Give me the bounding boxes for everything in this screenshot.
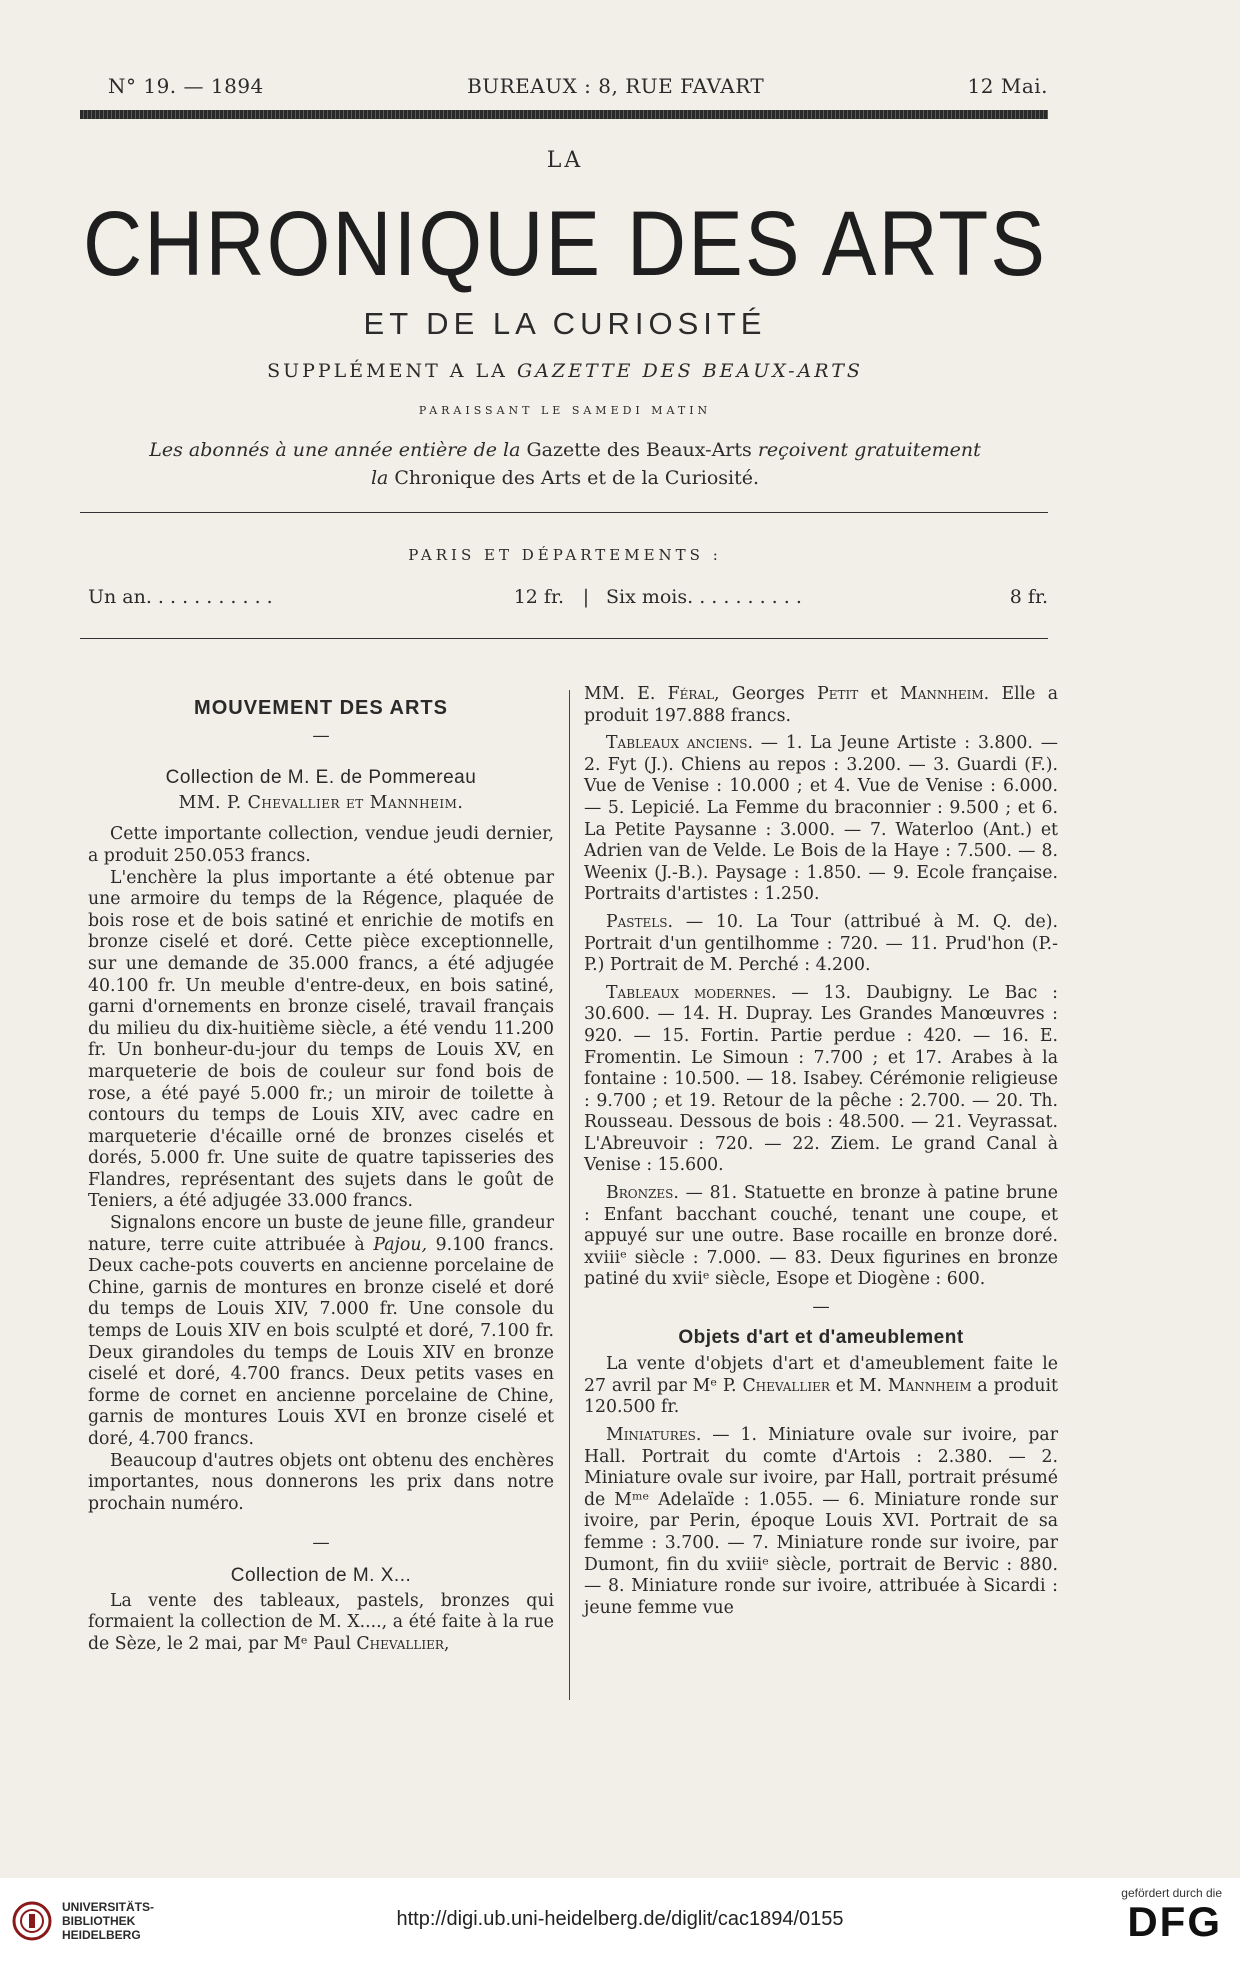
masthead-article: LA <box>546 148 584 173</box>
separator-dash: — <box>312 1533 330 1554</box>
section-subtitle: Objets d'art et d'ameublement <box>678 1326 964 1348</box>
artist-name: Pajou, <box>373 1234 427 1255</box>
page-header <box>108 74 1048 98</box>
text-run: — 1. La Jeune Artiste : 3.800. — 2. Fyt (J.). Chiens au repos : 3.200. — 3. Guardi (F.). Vue de Venise : 10.000 ; et 4. Vue de Venise : 6.000. — 5. Lepicié. La Femme du braconnier : 9.500 ; et 6. La Petite Paysanne : 3.000. — 7. Waterloo (Ant.) et Adrien van de Velde. Le Bois de la Haye : 7.500. — 8. Weenix (J.-B.). Paysage : 1.850. — 9. Ecole française. Portraits d'artistes : 1.250. <box>584 733 1059 905</box>
subscription-heading: PARIS ET DÉPARTEMENTS : <box>408 546 722 564</box>
text-run: et <box>870 684 888 704</box>
masthead-title: CHRONIQUE DES ARTS <box>83 193 1047 296</box>
supplement-gazette: GAZETTE DES BEAUX-ARTS <box>516 360 863 382</box>
subscriber-note-part: Gazette des Beaux-Arts <box>526 439 752 461</box>
header-rule <box>80 110 1048 119</box>
paragraph: L'enchère la plus importante a été obtenue par une armoire du temps de la Régence, plaquée de bois rose et de bois satiné et enrichie de motifs en bronze ciselé et doré. Cette pièce exceptionnelle, sur une demande de 35.000 francs, a été adjugée 40.100 fr. Un meuble d'entre-deux, en bois satiné, garni d'ornements en bronze ciselé, travail français du milieu du dix-huitième siècle, a été vendu 11.200 fr. Un bonheur-du-jour du temps de Louis XV, en marqueterie de bois de couleur sur fond bois de rose, a été payé 5.000 fr.; un miroir de toilette à contours du temps de Louis XIV, avec cadre en marqueterie d'écaille orné de bronzes ciselés et dorés, 5.000 fr. Une suite de quatre tapisseries des Flandres, représentant des sujets dans le goût de Teniers, a été adjugée 33.000 francs. <box>88 867 554 1212</box>
dfg-logo[interactable] <box>1121 1886 1222 1944</box>
paragraph <box>584 733 1058 906</box>
paragraph: Beaucoup d'autres objets ont obtenu des enchères importantes, nous donnerons les prix dans notre prochain numéro. <box>88 1450 554 1514</box>
auctioneer-name: Mannheim. <box>900 684 990 704</box>
paragraph: Cette importante collection, vendue jeudi dernier, a produit 250.053 francs. <box>88 824 554 866</box>
text-run: Elle a produit 197.888 francs. <box>584 684 1059 726</box>
category-label: Tableaux modernes. <box>606 982 777 1003</box>
category-label: Miniatures. <box>606 1425 702 1445</box>
paragraph <box>88 1213 554 1451</box>
paragraph <box>584 912 1058 977</box>
price-separator: | <box>582 586 590 608</box>
left-column <box>88 684 554 1655</box>
category-label: Bronzes. <box>606 1183 679 1204</box>
permalink-url[interactable]: http://digi.ub.uni-heidelberg.de/diglit/cac1894/0155 <box>396 1908 844 1930</box>
text-run: et M. <box>835 1375 883 1396</box>
text-run: — 1. Miniature ovale sur ivoire, par Hall. Portrait du comte d'Artois : 2.380. — 2. Miniature ovale sur ivoire, par Hall, portrait présumé de Mᵐᵉ Adelaïde : 1.055. — 6. Miniature ronde sur ivoire, par Perin, époque Louis XVI. Portrait de sa femme : 3.700. — 7. Miniature ronde sur ivoire, par Dumont, fin du xviiiᵉ siècle, portrait de Bervic : 880. — 8. Miniature ronde sur ivoire, attribuée à Sicardi : jeune femme vue <box>584 1425 1058 1618</box>
viewer-footer <box>0 1878 1240 1966</box>
text-run: La vente des tableaux, pastels, bronzes qui formaient la collection de M. X...., a été faite à la rue de Sèze, le 2 mai, par Mᵉ Paul <box>88 1590 554 1654</box>
text-run: MM. E. <box>584 684 656 704</box>
half-year-price: 8 fr. <box>1009 586 1048 608</box>
masthead-subtitle: ET DE LA CURIOSITÉ <box>363 306 767 341</box>
auctioneer-name: Chevallier <box>742 1375 830 1396</box>
paragraph <box>584 684 1058 727</box>
right-column <box>584 684 1058 1619</box>
subscription-rule <box>80 638 1048 639</box>
paragraph <box>584 1354 1058 1419</box>
issue-number: N° 19. — 1894 <box>108 74 264 98</box>
category-label: Tableaux anciens. <box>606 733 753 754</box>
library-name-line: UNIVERSITÄTS- <box>62 1900 155 1914</box>
subscriber-note <box>0 436 1130 492</box>
text-run: 9.100 francs. Deux cache-pots couverts en ancienne porcelaine de Chine, garnis de montures en bronze ciselé et doré du temps de Louis XIV, 7.000 fr. Une console du temps de Louis XIV en bois sculpté et doré, 7.100 fr. Deux girandoles du temps de Louis XIV en bronze ciselé et doré, 4.700 francs. Deux petits vases en forme de cornet en ancienne porcelaine de Chine, garnis de montures Louis XVI en bronze ciselé et doré, 4.700 francs. <box>88 1234 554 1449</box>
auctioneer-name: Chevallier, <box>356 1633 450 1654</box>
collection-title: Collection de M. X... <box>230 1564 412 1586</box>
paragraph <box>88 1591 554 1656</box>
text-run: — 81. Statuette en bronze à patine brune : Enfant bacchant couché, tenant une coupe, et appuyé sur une outre. Base rocaille en bronze doré. xviiiᵉ siècle : 7.000. — 83. Deux figurines en bronze patiné du xviiᵉ siècle, Esope et Diogène : 600. <box>584 1183 1058 1290</box>
subscriber-note-part: reçoivent gratuitement <box>757 439 981 461</box>
text-run: Signalons encore un buste de jeune fille, grandeur nature, terre cuite attribuée à <box>88 1213 554 1255</box>
subscriber-note-part: Les abonnés à une année entière de la <box>149 439 521 461</box>
column-divider <box>569 690 570 1700</box>
dfg-caption: gefördert durch die <box>1121 1886 1222 1900</box>
subscription-prices <box>88 586 1048 608</box>
half-year-label: Six mois. . . . . . . . . . <box>606 586 802 608</box>
subscriber-note-part: la <box>370 467 389 489</box>
category-label: Pastels. <box>606 911 673 932</box>
paragraph <box>584 1425 1058 1619</box>
auctioneer-name: Petit <box>817 684 859 704</box>
text-run: Georges <box>731 684 805 704</box>
paragraph <box>584 1183 1058 1291</box>
supplement-line <box>0 360 1130 382</box>
masthead-rule <box>80 512 1048 513</box>
paragraph <box>584 983 1058 1177</box>
dfg-wordmark: DFG <box>1127 1898 1222 1945</box>
supplement-prefix: SUPPLÉMENT A LA <box>267 360 508 382</box>
auctioneer-name: Mannheim <box>887 1375 972 1396</box>
subscriber-note-part: Chronique des Arts et de la Curiosité. <box>394 467 760 489</box>
text-run: — 10. La Tour (attribué à M. Q. de). Portrait d'un gentilhomme : 720. — 11. Prud'hon (P.-P.) Portrait de M. Perché : 4.200. <box>584 911 1058 976</box>
year-price: 12 fr. <box>513 586 564 608</box>
library-name-line: HEIDELBERG <box>62 1928 141 1942</box>
issue-date: 12 Mai. <box>967 74 1048 98</box>
bureaux-address: BUREAUX : 8, RUE FAVART <box>467 74 765 98</box>
text-run: La vente d'objets d'art et d'ameublement faite le 27 avril par Mᵉ P. <box>584 1354 1058 1396</box>
year-label: Un an. . . . . . . . . . . <box>88 586 273 608</box>
separator-dash: — <box>312 725 330 746</box>
auctioneers: MM. P. Chevallier et Mannheim. <box>178 792 464 813</box>
collection-title: Collection de M. E. de Pommereau <box>165 767 477 789</box>
publication-schedule: PARAISSANT LE SAMEDI MATIN <box>418 404 712 417</box>
library-name-line: BIBLIOTHEK <box>62 1914 136 1928</box>
section-title: MOUVEMENT DES ARTS <box>194 697 448 719</box>
separator-dash: — <box>812 1297 830 1318</box>
text-run: — 13. Daubigny. Le Bac : 30.600. — 14. H. Dupray. Les Grandes Manœuvres : 920. — 15. Fortin. Partie perdue : 420. — 16. E. Fromentin. Le Simoun : 7.700 ; et 17. Arabes à la fontaine : 10.500. — 18. Isabey. Cérémonie religieuse : 9.700 ; et 19. Retour de la pêche : 2.700. — 20. Th. Rousseau. Dessous de bois : 48.500. — 21. Veyrassat. L'Abreuvoir : 720. — 22. Ziem. Le grand Canal à Venise : 15.600. <box>584 982 1058 1176</box>
text-run: a produit 120.500 fr. <box>584 1375 1058 1418</box>
auctioneer-name: Féral, <box>667 684 720 704</box>
